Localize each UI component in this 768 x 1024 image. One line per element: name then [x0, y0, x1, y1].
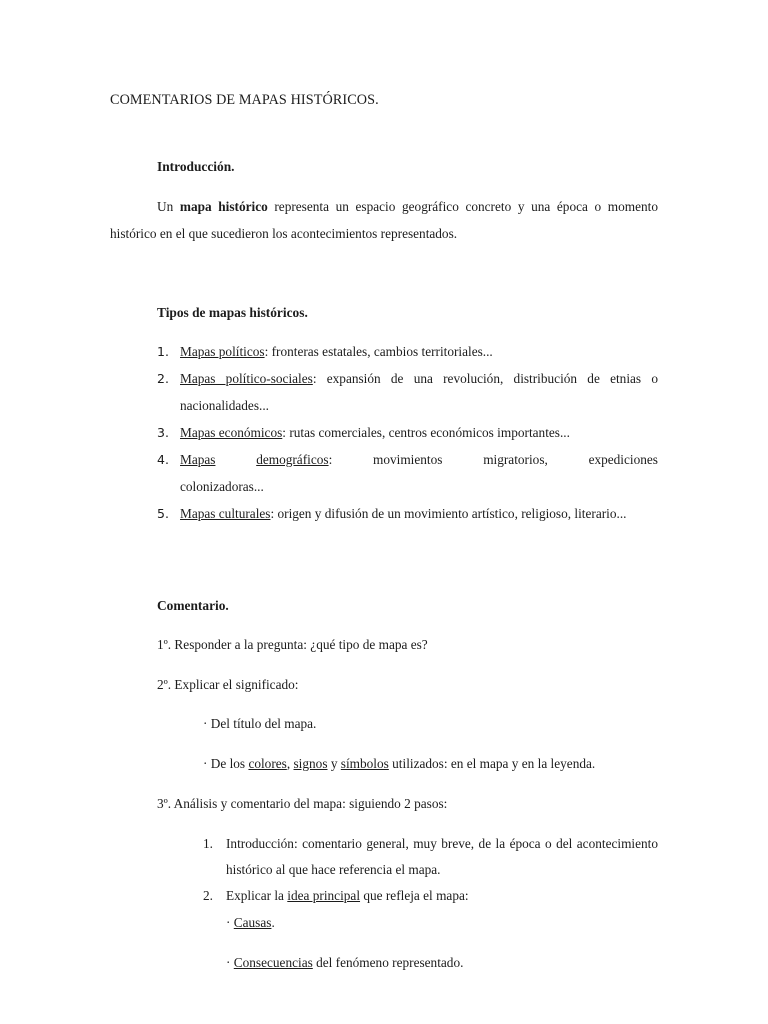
text-suffix: del fenómeno representado. [312, 955, 464, 970]
list-text: Introducción: comentario general, muy breve, de la época o del acontecimiento histórico al que hace referencia el mapa. [226, 836, 658, 877]
comentario-heading: Comentario. [157, 598, 229, 613]
text-suffix: utilizados: en el mapa y en la leyenda. [388, 756, 596, 771]
list-justified-line [180, 446, 658, 473]
text-prefix: · De los [203, 756, 249, 771]
term-consecuencias: Consecuencias [233, 955, 313, 970]
list-desc: movimientos [373, 452, 443, 467]
list-desc: colonizadoras... [180, 479, 264, 494]
list-item [157, 365, 658, 419]
tipos-heading: Tipos de mapas históricos. [157, 305, 308, 320]
list-item [157, 500, 658, 527]
list-number: 1. [157, 344, 169, 359]
list-desc: : fronteras estatales, cambios territoriales... [264, 344, 493, 359]
list-text-suffix: que refleja el mapa: [360, 888, 469, 903]
list-item [203, 831, 658, 883]
intro-text-prefix: Un [157, 199, 180, 214]
intro-heading: Introducción. [157, 159, 235, 174]
step-1: 1º. Responder a la pregunta: ¿qué tipo de mapa es? [157, 637, 428, 652]
list-desc: : expansión de una revolución, distribución de etnias o nacionalidades... [180, 371, 658, 413]
list-item [157, 446, 658, 500]
term-simbolos: símbolos [340, 756, 389, 771]
step-2-title: · Del título del mapa. [203, 716, 317, 731]
bullet: · [226, 915, 234, 930]
list-number: 2. [203, 888, 213, 903]
intro-bold-term: mapa histórico [179, 199, 268, 214]
list-desc: expediciones [588, 452, 658, 467]
term-signos: signos [293, 756, 328, 771]
text-suffix: . [271, 915, 275, 930]
list-desc: : origen y difusión de un movimiento artístico, religioso, literario... [270, 506, 627, 521]
list-text-prefix: Explicar la [226, 888, 288, 903]
document-title: COMENTARIOS DE MAPAS HISTÓRICOS. [110, 92, 379, 108]
list-desc: migratorios, [483, 452, 548, 467]
consecuencias-item [226, 955, 463, 971]
text-y: y [327, 756, 341, 771]
list-desc: : [328, 452, 333, 467]
intro-text-suffix: representa un espacio geográfico concreto y una época o momento histórico en el que sucedieron los acontecimientos representados. [110, 199, 659, 241]
tipos-list [157, 338, 658, 527]
causas-item [226, 915, 275, 931]
list-item [157, 419, 658, 446]
list-term: Mapas culturales [180, 506, 271, 521]
step-2-symbols [203, 756, 595, 772]
list-term: demográficos [256, 452, 329, 467]
list-number: 3. [157, 425, 169, 440]
intro-paragraph [110, 193, 658, 247]
list-number: 5. [157, 506, 169, 521]
list-term: Mapas políticos [180, 344, 265, 359]
list-number: 4. [157, 452, 169, 467]
list-item [203, 883, 658, 909]
list-desc: : rutas comerciales, centros económicos importantes... [282, 425, 570, 440]
list-term: Mapas político-sociales [180, 371, 313, 386]
text-comma: , [286, 756, 294, 771]
list-term: Mapas económicos [180, 425, 283, 440]
term-causas: Causas [233, 915, 272, 930]
list-number: 1. [203, 836, 213, 851]
term-colores: colores [248, 756, 287, 771]
step-3: 3º. Análisis y comentario del mapa: siguiendo 2 pasos: [157, 796, 448, 811]
term-idea-principal: idea principal [287, 888, 361, 903]
list-term: Mapas [180, 452, 216, 467]
step-2: 2º. Explicar el significado: [157, 677, 299, 692]
list-number: 2. [157, 371, 169, 386]
list-item [157, 338, 658, 365]
analysis-steps-list [203, 831, 658, 909]
bullet: · [226, 955, 234, 970]
